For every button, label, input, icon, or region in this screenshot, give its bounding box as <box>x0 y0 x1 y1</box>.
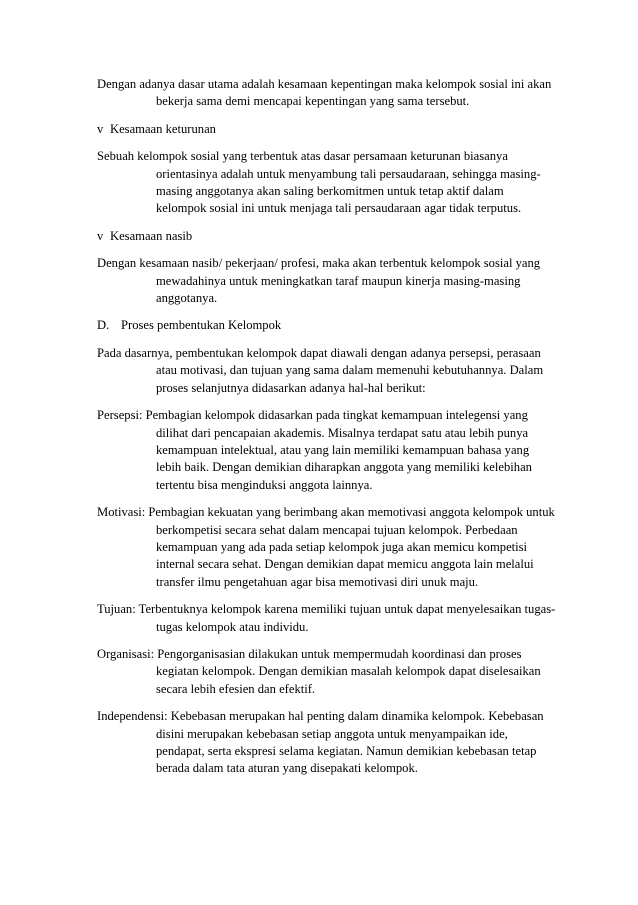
bullet-mark: v <box>97 228 104 243</box>
bullet-mark: v <box>97 121 104 136</box>
section-title: Proses pembentukan Kelompok <box>121 318 282 333</box>
paragraph-nasib: Dengan kesamaan nasib/ pekerjaan/ profesi, maka akan terbentuk kelompok sosial yang mewadahinya untuk meningkatkan taraf maupun kinerja masing-masing anggotanya. <box>97 256 541 306</box>
bullet-kesamaan-nasib <box>97 228 557 245</box>
paragraph-tujuan: Tujuan: Terbentuknya kelompok karena memiliki tujuan untuk dapat menyelesaikan tugas-tugas kelompok atau individu. <box>97 602 556 634</box>
section-heading-d <box>97 317 557 334</box>
document-page <box>97 76 557 788</box>
paragraph-keturunan: Sebuah kelompok sosial yang terbentuk atas dasar persamaan keturunan biasanya orientasinya adalah untuk menyambung tali persaudaraan, sehingga masing-masing anggotanya akan saling berkomitmen untuk tetap aktif dalam kelompok sosial ini untuk menjaga tali persaudaraan agar tidak terputus. <box>97 149 541 216</box>
bullet-kesamaan-keturunan <box>97 121 557 138</box>
paragraph-motivasi: Motivasi: Pembagian kekuatan yang berimbang akan memotivasi anggota kelompok untuk berkompetisi secara sehat dalam mencapai tujuan kelompok. Perbedaan kemampuan yang ada pada setiap kelompok juga akan memicu kompetisi internal secara sehat. Dengan demikian dapat memicu anggota lain melalui transfer ilmu pengetahuan agar bisa memotivasi diri unuk maju. <box>97 505 555 589</box>
paragraph-persepsi: Persepsi: Pembagian kelompok didasarkan pada tingkat kemampuan intelegensi yang dilihat dari pencapaian akademis. Misalnya terdapat satu atau lebih punya kemampuan intelektual, atau yang lain memiliki kemampuan bahasa yang lebih baik. Dengan demikian diharapkan anggota yang memiliki kelebihan tertentu bisa menginduksi anggota lainnya. <box>97 408 532 492</box>
paragraph-kepentingan: Dengan adanya dasar utama adalah kesamaan kepentingan maka kelompok sosial ini akan bekerja sama demi mencapai kepentingan yang sama tersebut. <box>97 77 552 109</box>
section-number: D. <box>97 318 110 333</box>
bullet-text: Kesamaan keturunan <box>110 121 216 136</box>
bullet-text: Kesamaan nasib <box>110 228 193 243</box>
paragraph-independensi: Independensi: Kebebasan merupakan hal penting dalam dinamika kelompok. Kebebasan disini merupakan kebebasan setiap anggota untuk menyampaikan ide, pendapat, serta ekspresi selama kegiatan. Namun demikian kebebasan tetap berada dalam tata aturan yang disepakati kelompok. <box>97 709 544 776</box>
paragraph-organisasi: Organisasi: Pengorganisasian dilakukan untuk mempermudah koordinasi dan proses kegiatan kelompok. Dengan demikian masalah kelompok dapat diselesaikan secara lebih efesien dan efektif. <box>97 646 541 696</box>
paragraph-pada-dasarnya: Pada dasarnya, pembentukan kelompok dapat diawali dengan adanya persepsi, perasaan atau motivasi, dan tujuan yang sama dalam memenuhi kebutuhannya. Dalam proses selanjutnya didasarkan adanya hal-hal berikut: <box>97 345 544 395</box>
